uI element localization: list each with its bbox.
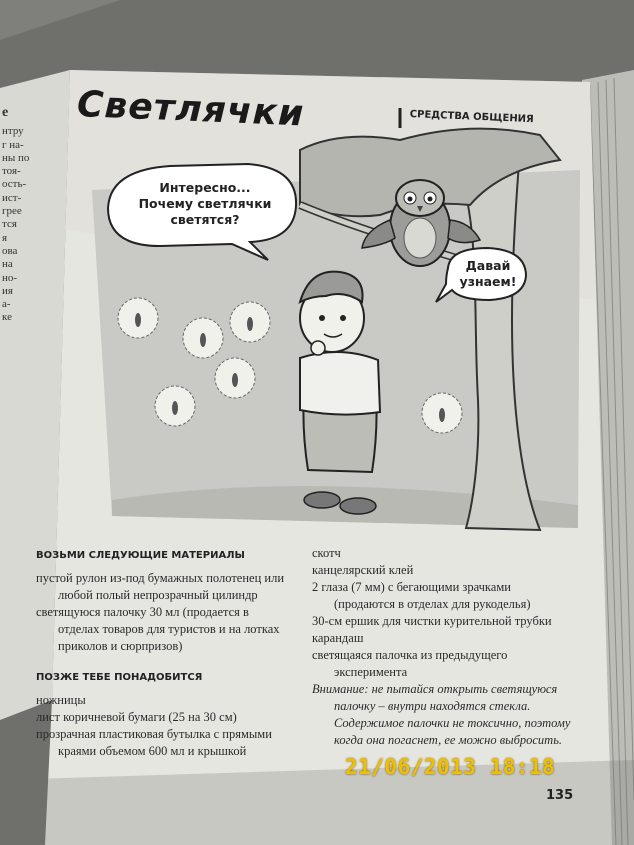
left-page-line: е (2, 105, 9, 120)
page-title: Светлячки (76, 84, 306, 135)
left-page-line: ке (2, 311, 12, 324)
later-item: лист коричневой бумаги (25 на 30 см) (36, 710, 237, 724)
boy-hand (311, 341, 325, 355)
left-page-line: тся (2, 218, 17, 231)
left-page-text (2, 106, 42, 325)
material-item: светящаяся палочка из предыдущего эксперимента (312, 648, 508, 679)
section-label: СРЕДСТВА ОБЩЕНИЯ (409, 109, 534, 126)
left-page-line: грее (2, 205, 22, 218)
owl-speech-line: Давай (465, 258, 511, 273)
left-page-line: но- (2, 271, 18, 284)
material-item: скотч (312, 546, 341, 560)
photo-timestamp: 21/06/2013 18:18 (345, 755, 556, 779)
left-page-line: на (2, 258, 13, 271)
left-page-line: ость- (2, 178, 27, 191)
later-item: ножницы (36, 693, 86, 707)
left-page-line: г на- (2, 138, 24, 151)
left-page-line: ия (2, 284, 13, 297)
owl-speech-text (452, 258, 524, 290)
left-page-line: ова (2, 244, 18, 257)
material-item: 2 глаза (7 мм) с бегающими зрачками (продаются в отделах для рукоделья) (312, 580, 531, 611)
owl-speech-line: узнаем! (459, 274, 517, 289)
boy-shirt (300, 352, 380, 415)
boy-shoe (340, 498, 376, 514)
left-page-line: ист- (2, 191, 22, 204)
right-column (312, 545, 574, 749)
left-page-line: тоя- (2, 165, 21, 178)
warning-note (312, 681, 574, 749)
material-item: светящуюся палочку 30 мл (продается в отделах товаров для туристов и на лотках приколов и сюрпризов) (36, 605, 280, 653)
material-item: карандаш (312, 631, 364, 645)
left-page-line: а- (2, 298, 11, 311)
boy-shoe (304, 492, 340, 508)
later-heading: ПОЗЖЕ ТЕБЕ ПОНАДОБИТСЯ (36, 672, 203, 683)
material-item: канцелярский клей (312, 563, 414, 577)
left-page-line: я (2, 231, 8, 244)
boy-speech-line: Почему светлячки (138, 196, 272, 211)
later-item: прозрачная пластиковая бутылка с прямыми краями объемом 600 мл и крышкой (36, 727, 272, 758)
boy-speech-line: Интересно... (159, 180, 251, 195)
boy-speech-line: светятся? (170, 212, 240, 227)
left-page-line: нтру (2, 125, 24, 138)
page-number: 135 (546, 788, 574, 803)
material-item: пустой рулон из-под бумажных полотенец или любой полый непрозрачный цилиндр (36, 571, 285, 602)
left-column (36, 547, 288, 760)
boy-speech-text (120, 180, 290, 228)
warning-text: Внимание: не пытайся открыть светящуюся палочку – внутри находятся стекла. Содержимое палочки не токсично, поэтому когда она погаснет, ее можно выбросить. (312, 682, 571, 747)
left-page-line: ны по (2, 151, 30, 164)
materials-heading: ВОЗЬМИ СЛЕДУЮЩИЕ МАТЕРИАЛЫ (36, 550, 245, 561)
material-item: 30-см ершик для чистки курительной трубки (312, 614, 552, 628)
